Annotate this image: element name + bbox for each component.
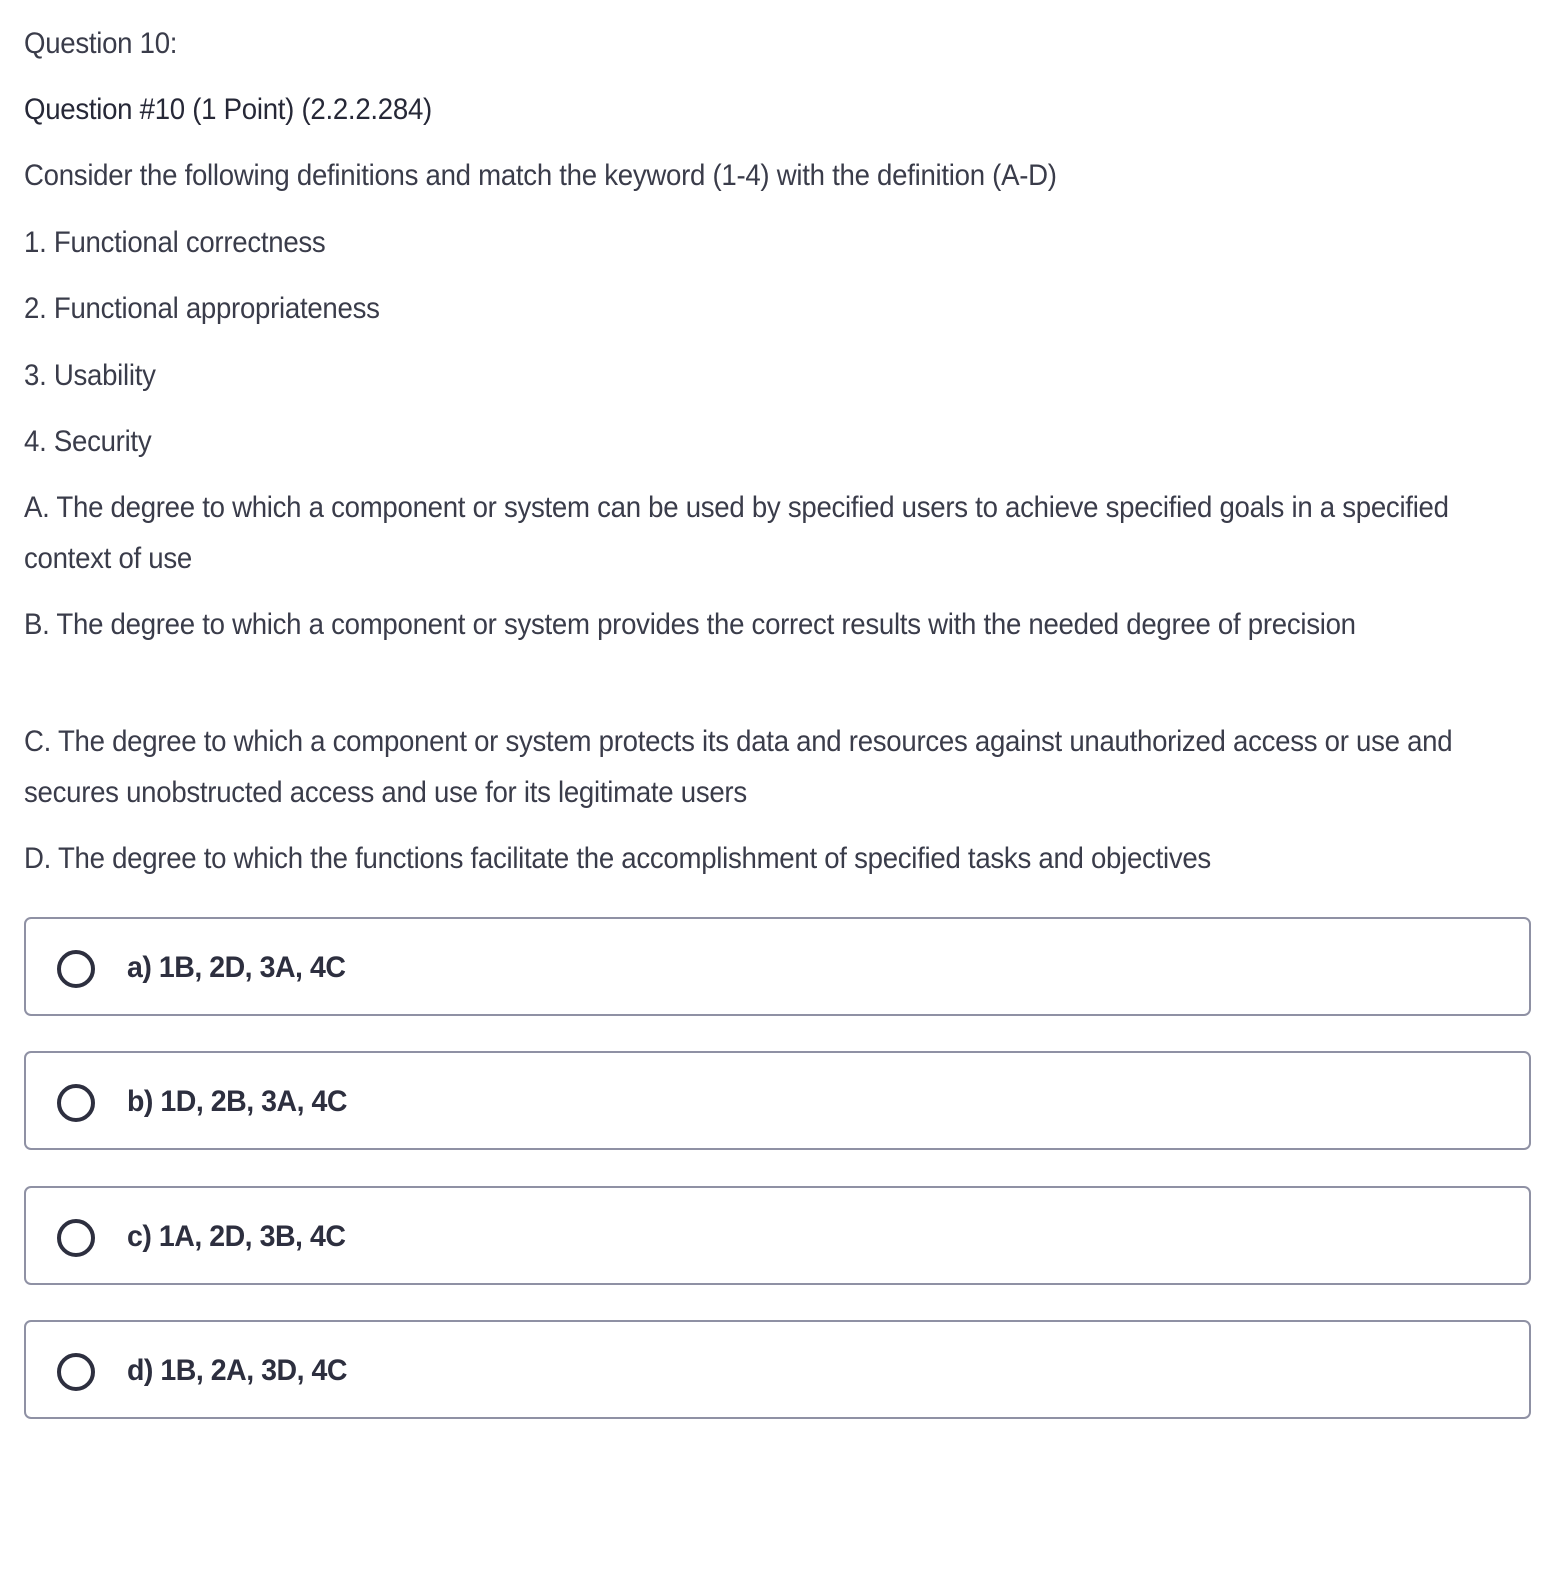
question-prompt: Consider the following definitions and match the keyword (1-4) with the definition (A-D) — [24, 159, 1057, 192]
answer-option-label: a) 1B, 2D, 3A, 4C — [127, 951, 346, 984]
answer-option-c[interactable] — [24, 1186, 1531, 1285]
answer-option-d[interactable] — [24, 1320, 1531, 1419]
question-number-label: Question 10: — [24, 27, 178, 60]
radio-button-icon[interactable] — [57, 1353, 95, 1391]
definition-item: A. The degree to which a component or system can be used by specified users to achieve specified goals in a specified context of use — [24, 491, 1449, 575]
definition-item: B. The degree to which a component or system provides the correct results with the needed degree of precision — [24, 608, 1356, 641]
radio-button-icon[interactable] — [57, 1219, 95, 1257]
answer-option-label: b) 1D, 2B, 3A, 4C — [127, 1085, 347, 1118]
keyword-item: 1. Functional correctness — [24, 226, 326, 259]
answer-option-label: c) 1A, 2D, 3B, 4C — [127, 1220, 346, 1253]
answer-option-label: d) 1B, 2A, 3D, 4C — [127, 1354, 347, 1387]
keyword-item: 2. Functional appropriateness — [24, 292, 380, 325]
question-title: Question #10 (1 Point) (2.2.2.284) — [24, 93, 432, 126]
answer-option-a[interactable] — [24, 917, 1531, 1016]
definition-item: D. The degree to which the functions facilitate the accomplishment of specified tasks and objectives — [24, 842, 1211, 875]
keyword-item: 3. Usability — [24, 359, 156, 392]
radio-button-icon[interactable] — [57, 950, 95, 988]
definition-item: C. The degree to which a component or system protects its data and resources against unauthorized access or use and secures unobstructed access and use for its legitimate users — [24, 725, 1453, 809]
radio-button-icon[interactable] — [57, 1084, 95, 1122]
answer-option-b[interactable] — [24, 1051, 1531, 1150]
keyword-item: 4. Security — [24, 425, 152, 458]
